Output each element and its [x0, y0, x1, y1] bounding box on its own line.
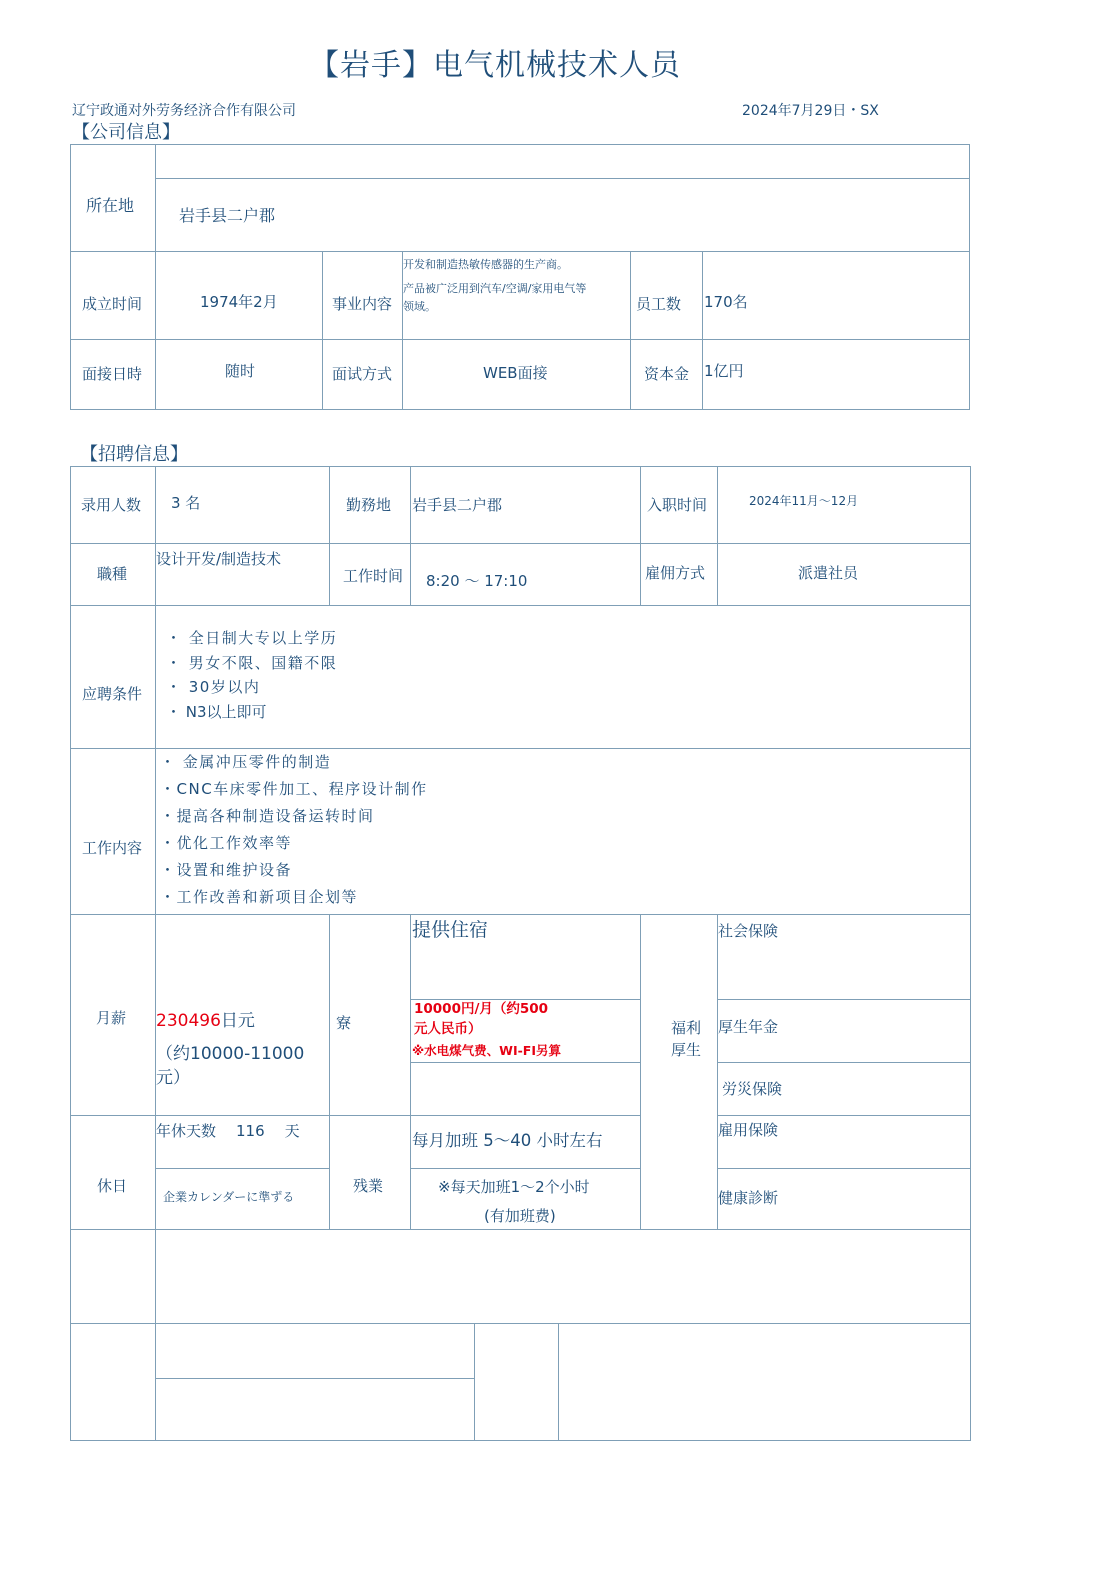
interview-method-label: 面试方式 [332, 365, 393, 383]
holiday-calendar: 企業カレンダーに準ずる [163, 1190, 295, 1204]
company-section-heading: 【公司信息】 [72, 122, 180, 143]
dorm-fee-line-1: 10000円/月（约500 [414, 1001, 549, 1017]
job-label: 職種 [97, 565, 128, 583]
interview-date-label: 面接日時 [82, 365, 143, 383]
employees-value: 170名 [704, 293, 748, 311]
holiday-days-value: 116 [236, 1122, 265, 1140]
recruit-section-heading: 【招聘信息】 [80, 444, 188, 465]
welfare-item: 健康診断 [718, 1189, 779, 1207]
dorm-label: 寮 [336, 1014, 352, 1032]
overtime-value: 每月加班 5～40 小时左右 [412, 1131, 603, 1150]
hires-value: 3 名 [171, 494, 201, 512]
requirement-item: ・ N3以上即可 [166, 702, 267, 721]
work-item: ・CNC车床零件加工、程序设计制作 [160, 780, 428, 798]
holiday-days-label: 年休天数 [156, 1122, 217, 1140]
holiday-label: 休日 [97, 1177, 128, 1195]
work-item: ・设置和维护设备 [160, 861, 293, 879]
salary-label: 月薪 [96, 1009, 127, 1027]
business-line-2: 产品被广泛用到汽车/空调/家用电气等 [403, 282, 587, 295]
employees-label: 员工数 [636, 295, 682, 313]
overtime-note-2: (有加班费) [484, 1207, 556, 1225]
employment-label: 雇佣方式 [645, 564, 706, 582]
requirement-item: ・ 全日制大专以上学历 [166, 629, 338, 647]
hours-value: 8:20 ～ 17:10 [426, 572, 528, 590]
dorm-provided: 提供住宿 [412, 919, 489, 941]
document-date: 2024年7月29日・SX [742, 103, 879, 119]
hours-label: 工作时间 [343, 567, 404, 585]
welfare-item: 社会保険 [718, 922, 779, 940]
work-content-label: 工作内容 [82, 839, 143, 857]
job-value: 设计开发/制造技术 [156, 550, 282, 568]
work-item: ・ 金属冲压零件的制造 [160, 753, 332, 771]
requirement-item: ・ 男女不限、国籍不限 [166, 653, 338, 672]
salary-unit: 日元 [220, 1011, 255, 1031]
business-line-1: 开发和制造热敏传感器的生产商。 [403, 258, 568, 271]
location-value: 岩手县二户郡 [179, 206, 276, 225]
business-label: 事业内容 [332, 295, 393, 313]
requirement-item: ・ 30岁以内 [166, 678, 261, 696]
holiday-days-unit: 天 [284, 1122, 300, 1140]
work-content-list [160, 749, 428, 911]
interview-method-value: WEB面接 [483, 364, 548, 382]
salary-value: 230496 [156, 1011, 221, 1031]
welfare-item: 労災保険 [722, 1080, 783, 1098]
holiday-days [156, 1122, 300, 1140]
location-label: 所在地 [86, 196, 135, 215]
dorm-fee-note: ※水电煤气费、WI-FI另算 [412, 1043, 561, 1058]
founded-label: 成立时间 [82, 295, 143, 313]
salary-note-2: 元） [156, 1068, 190, 1088]
work-item: ・工作改善和新项目企划等 [160, 888, 359, 906]
requirements-list [166, 626, 337, 724]
hires-label: 录用人数 [81, 496, 142, 514]
capital-label: 资本金 [644, 365, 690, 383]
welfare-label-1: 福利 [671, 1019, 702, 1037]
work-item: ・提高各种制造设备运转时间 [160, 807, 375, 825]
start-value: 2024年11月～12月 [749, 494, 859, 508]
start-label: 入职时间 [647, 496, 708, 514]
founded-value: 1974年2月 [200, 293, 278, 311]
welfare-label-2: 厚生 [671, 1041, 702, 1059]
work-item: ・优化工作效率等 [160, 834, 293, 852]
interview-date-value: 随时 [225, 362, 256, 380]
employment-value: 派遣社员 [798, 564, 859, 582]
overtime-label: 残業 [353, 1177, 384, 1195]
overtime-note-1: ※每天加班1～2个小时 [438, 1178, 590, 1196]
capital-value: 1亿円 [704, 362, 744, 380]
welfare-item: 雇用保険 [718, 1121, 779, 1139]
requirements-label: 应聘条件 [82, 685, 143, 703]
workplace-value: 岩手县二户郡 [412, 496, 503, 514]
workplace-label: 勤務地 [346, 496, 392, 514]
business-line-3: 领域。 [403, 300, 436, 313]
company-name: 辽宁政通对外劳务经济合作有限公司 [72, 103, 296, 119]
page-title: 【岩手】电气机械技术人员 [309, 48, 681, 83]
welfare-item: 厚生年金 [718, 1018, 779, 1036]
salary-note-1: （约10000-11000 [156, 1044, 305, 1064]
salary-amount [156, 1011, 255, 1031]
dorm-fee-line-2: 元人民币） [414, 1021, 482, 1037]
